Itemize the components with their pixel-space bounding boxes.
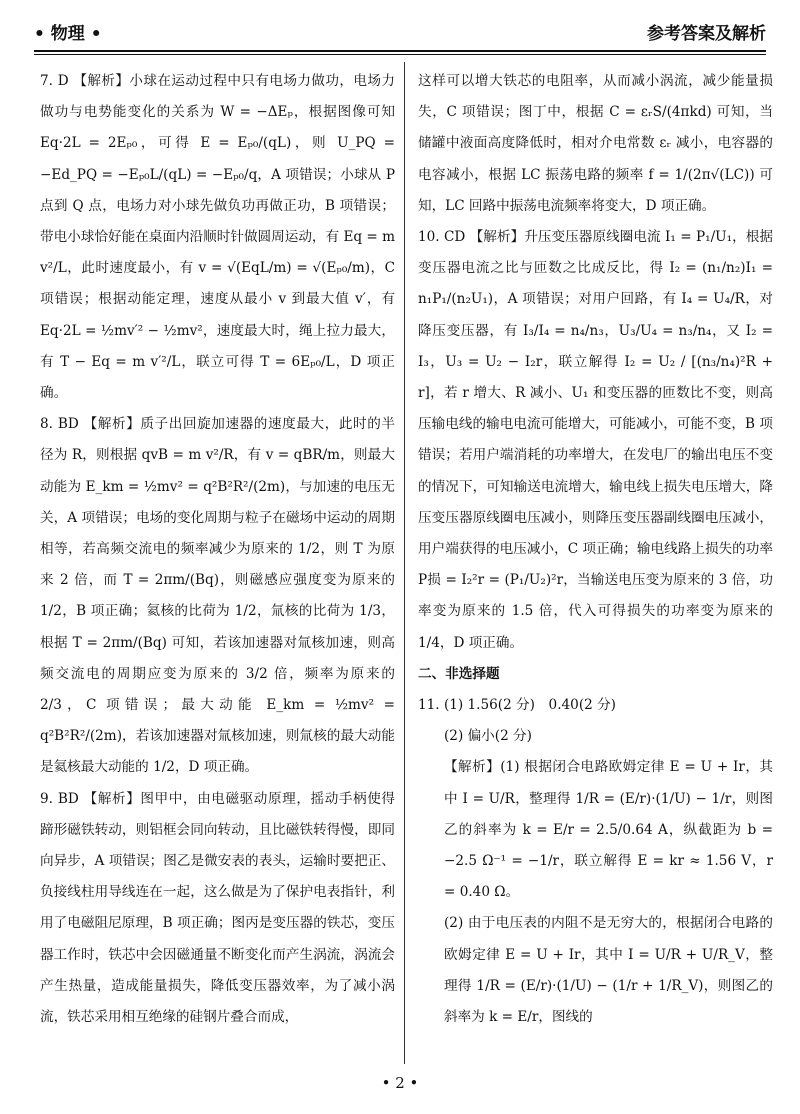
right-column bbox=[418, 66, 773, 1033]
answer-7: 7. D 【解析】小球在运动过程中只有电场力做功，电场力做功与电势能变化的关系为 W = −ΔEₚ，根据图像可知 Eq·2L = 2Eₚ₀，可得 E = Eₚ₀/(qL)，则 U_PQ = −Ed_PQ = −Eₚ₀L/(qL) = −Eₚ₀/q，A 项错误；小球从 P 点到 Q 点，电场力对小球先做负功再做正功，B 项错误；带电小球恰好能在桌面内沿顺时针做圆周运动，有 Eq = m v²/L，此时速度最小，有 v = √(EqL/m) = √(Eₚ₀/m)，C 项错误；根据动能定理，速度从最小 v 到最大值 v′，有 Eq·2L = ½mv′² − ½mv²，速度最大时，绳上拉力最大，有 T − Eq = m v′²/L，联立可得 T = 6Eₚ₀/L，D 项正确。 bbox=[40, 73, 395, 402]
answer-8: 8. BD 【解析】质子出回旋加速器的速度最大，此时的半径为 R，则根据 qvB = m v²/R，有 v = qBR/m，则最大动能为 E_km = ½mv² = q²B²R²/(2m)，与加速的电压无关，A 项错误；电场的变化周期与粒子在磁场中运动的周期相等，若高频交流电的频率减少为原来的 1/2，则 T 为原来 2 倍，而 T = 2πm/(Bq)，则磁感应强度变为原来的 1/2，B 项正确；氦核的比荷为 1/2，氚核的比荷为 1/3，根据 T = 2πm/(Bq) 可知，若该加速器对氚核加速，则高频交流电的周期应变为原来的 3/2 倍，频率为原来的 2/3，C 项错误；最大动能 E_km = ½mv² = q²B²R²/(2m)，若该加速器对氚核加速，则氚核的最大动能是氦核最大动能的 1/2，D 项正确。 bbox=[40, 416, 395, 776]
header-rule-thin bbox=[34, 54, 766, 55]
answer-11-part1: 11. (1) 1.56(2 分) 0.40(2 分) bbox=[418, 697, 616, 714]
subject-label: • 物理 • bbox=[34, 24, 102, 44]
left-column bbox=[40, 66, 395, 1033]
page-header bbox=[34, 14, 766, 44]
answer-11-analysis-2: (2) 由于电压表的内阻不是无穷大的，根据闭合电路的欧姆定律 E = U + Ir，其中 I = U/R + U/R_V，整理得 1/R = (E/r)·(1/U) − (1/r + 1/R_V)，则图乙的斜率为 k = E/r，图线的 bbox=[444, 915, 773, 1026]
answer-11-part2: (2) 偏小(2 分) bbox=[444, 728, 532, 745]
answer-10: 10. CD 【解析】升压变压器原线圈电流 I₁ = P₁/U₁，根据变压器电流之比与匝数之比成反比，得 I₂ = (n₁/n₂)I₁ = n₁P₁/(n₂U₁)，A 项错误；对用户回路，有 I₄ = U₄/R，对降压变压器，有 I₃/I₄ = n₄/n₃，U₃/U₄ = n₃/n₄，又 I₂ = I₃，U₃ = U₂ − I₂r，联立解得 I₂ = U₂ / [(n₃/n₄)²R + r]，若 r 增大、R 减小、U₁ 和变压器的匝数比不变，则高压输电线的输电电流可能增大，可能减小，可能不变，B 项错误；若用户端消耗的功率增大，在发电厂的输出电压不变的情况下，可知输送电流增大，输电线上损失电压增大，降压变压器原线圈电压减小，则降压变压器副线圈电压减小，用户端获得的电压减小，C 项正确；输电线路上损失的功率 P损 = I₂²r = (P₁/U₂)²r，当输送电压变为原来的 3 倍，功率变为原来的 1.5 倍，代入可得损失的功率变为原来的 1/4，D 项正确。 bbox=[418, 229, 773, 651]
page-number: • 2 • bbox=[381, 1074, 419, 1092]
answer-11-analysis-1: 【解析】(1) 根据闭合电路欧姆定律 E = U + Ir，其中 I = U/R，整理得 1/R = (E/r)·(1/U) − 1/r，则图乙的斜率为 k = E/r = 2.5/0.64 A，纵截距为 b = −2.5 Ω⁻¹ = −1/r，联立解得 E = kr ≈ 1.56 V，r = 0.40 Ω。 bbox=[444, 759, 773, 901]
answer-9-continued: 这样可以增大铁芯的电阻率，从而减小涡流，减少能量损失，C 项错误；图丁中，根据 C = εᵣS/(4πkd) 可知，当储罐中液面高度降低时，相对介电常数 εᵣ 减小，电容器的电容减小，根据 LC 振荡电路的频率 f = 1/(2π√(LC)) 可知，LC 回路中振荡电流频率将变大，D 项正确。 bbox=[418, 73, 773, 214]
section-heading: 二、非选择题 bbox=[418, 665, 500, 682]
header-rule bbox=[34, 50, 766, 52]
column-divider bbox=[404, 62, 405, 1064]
answer-9: 9. BD 【解析】图甲中，由电磁驱动原理，摇动手柄使得蹄形磁铁转动，则铝框会同向转动，且比磁铁转得慢，即同向异步，A 项错误；图乙是微安表的表头，运输时要把正、负接线柱用导线连在一起，这么做是为了保护电表指针，利用了电磁阻尼原理，B 项正确；图丙是变压器的铁芯，变压器工作时，铁芯中会因磁通量不断变化而产生涡流，涡流会产生热量，造成能量损失，降低变压器效率，为了减小涡流，铁芯采用相互绝缘的硅钢片叠合而成， bbox=[40, 790, 395, 1026]
header-title: 参考答案及解析 bbox=[647, 24, 766, 44]
